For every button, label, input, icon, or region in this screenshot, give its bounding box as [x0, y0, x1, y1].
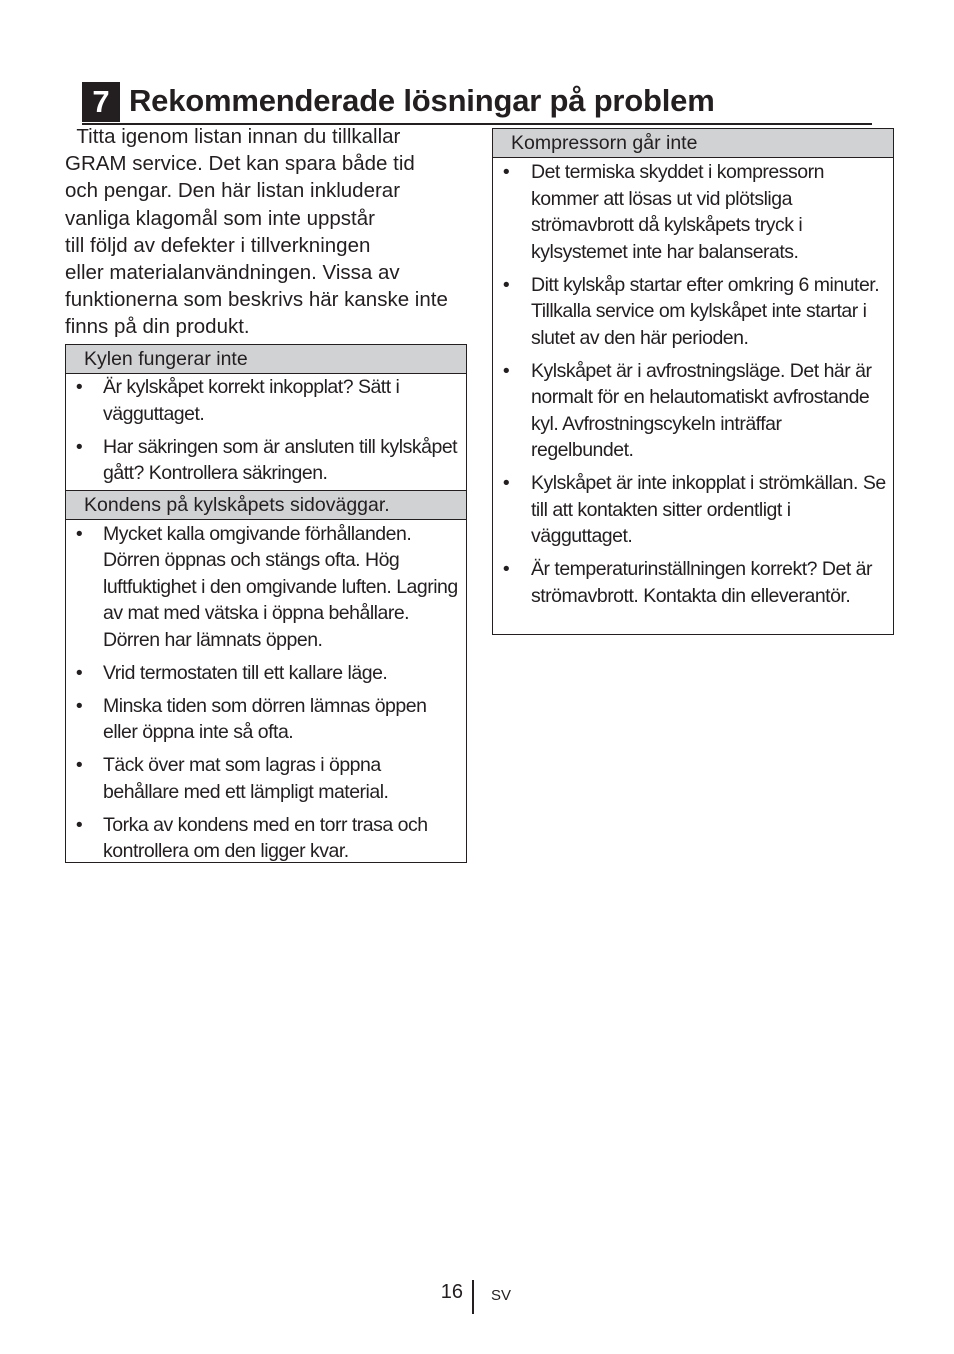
bullet-icon: • [75, 661, 83, 684]
intro-paragraph [65, 123, 485, 341]
bullet-icon: • [75, 376, 83, 398]
solution-text: Vrid termostaten till ett kallare läge. [103, 661, 388, 684]
solution-text: Kylskåpet är inte inkopplat i strömkällan. Se till att kontakten sitter ordentligt i vägguttaget. [531, 472, 886, 547]
solution-text: Minska tiden som dörren lämnas öppen eller öppna inte så ofta. [103, 694, 427, 743]
section-title: Rekommenderade lösningar på problem [129, 83, 715, 118]
solution-list [66, 520, 466, 865]
bullet-icon: • [75, 435, 83, 458]
bullet-icon: • [502, 359, 510, 382]
intro-line: Titta igenom listan innan du tillkallar [65, 125, 401, 148]
troubleshooting-table-right [492, 128, 894, 635]
solution-item [493, 556, 893, 609]
bullet-icon: • [502, 161, 510, 183]
footer-divider [472, 1280, 474, 1314]
problem-header-condensation: Kondens på kylskåpets sidoväggar. [66, 490, 466, 520]
solution-item [66, 374, 466, 427]
intro-line: och pengar. Den här listan inkluderar [65, 179, 401, 203]
bullet-icon: • [75, 522, 83, 545]
problem-header-compressor: Kompressorn går inte [493, 129, 893, 158]
solution-item [493, 358, 893, 464]
solution-list [66, 374, 466, 487]
solution-item [66, 660, 466, 687]
solution-item [493, 470, 893, 550]
solution-text: Kylskåpet är i avfrostningsläge. Det här är normalt för en helautomatiskt avfrostande kyl. Avfrostningscykeln inträffar regelbundet. [531, 359, 872, 461]
solution-text: Ditt kylskåp startar efter omkring 6 minuter. Tillkalla service om kylskåpet inte startar i slutet av den här perioden. [531, 273, 880, 349]
bullet-icon: • [75, 694, 83, 717]
solution-text: Det termiska skyddet i kompressorn kommer att lösas ut vid plötsliga strömavbrott då kylskåpets tryck i kylsystemet inte har balanserats. [531, 161, 824, 263]
intro-line: eller materialanvändningen. Vissa av [65, 261, 400, 285]
section-number: 7 [82, 82, 120, 122]
bullet-icon: • [502, 472, 510, 494]
solution-item [493, 159, 893, 265]
page-number: 16 [440, 1281, 463, 1303]
solution-item [493, 272, 893, 352]
solution-item [66, 752, 466, 805]
solution-list [493, 158, 893, 609]
solution-text: Är kylskåpet korrekt inkopplat? Sätt i vägguttaget. [103, 376, 400, 425]
bullet-icon: • [502, 273, 510, 296]
solution-item [66, 521, 466, 654]
intro-line: finns på din produkt. [65, 315, 250, 339]
intro-line: till följd av defekter i tillverkningen [65, 233, 371, 257]
troubleshooting-table-left [65, 344, 467, 863]
bullet-icon: • [75, 754, 83, 776]
solution-item [66, 693, 466, 746]
bullet-icon: • [75, 813, 83, 836]
solution-text: Mycket kalla omgivande förhållanden. Dörren öppnas och stängs ofta. Hög luftfuktighet i den omgivande luften. Lagring av mat med vätska i öppna behållare. Dörren har lämnats öppen. [103, 522, 458, 651]
bullet-icon: • [502, 558, 510, 580]
intro-line: vanliga klagomål som inte uppstår [65, 206, 375, 230]
solution-item [66, 812, 466, 865]
language-code: SV [491, 1287, 512, 1304]
solution-text: Är temperaturinställningen korrekt? Det är strömavbrott. Kontakta din elleverantör. [531, 558, 872, 607]
section-heading [82, 80, 872, 125]
solution-text: Torka av kondens med en torr trasa och kontrollera om den ligger kvar. [103, 813, 428, 862]
solution-text: Har säkringen som är ansluten till kylskåpet gått? Kontrollera säkringen. [103, 435, 458, 484]
intro-line: GRAM service. Det kan spara både tid [65, 152, 415, 176]
problem-header-not-working: Kylen fungerar inte [66, 345, 466, 374]
solution-item [66, 434, 466, 487]
solution-text: Täck över mat som lagras i öppna behållare med ett lämpligt material. [103, 754, 389, 803]
intro-line: funktionerna som beskrivs här kanske inte [65, 288, 448, 312]
